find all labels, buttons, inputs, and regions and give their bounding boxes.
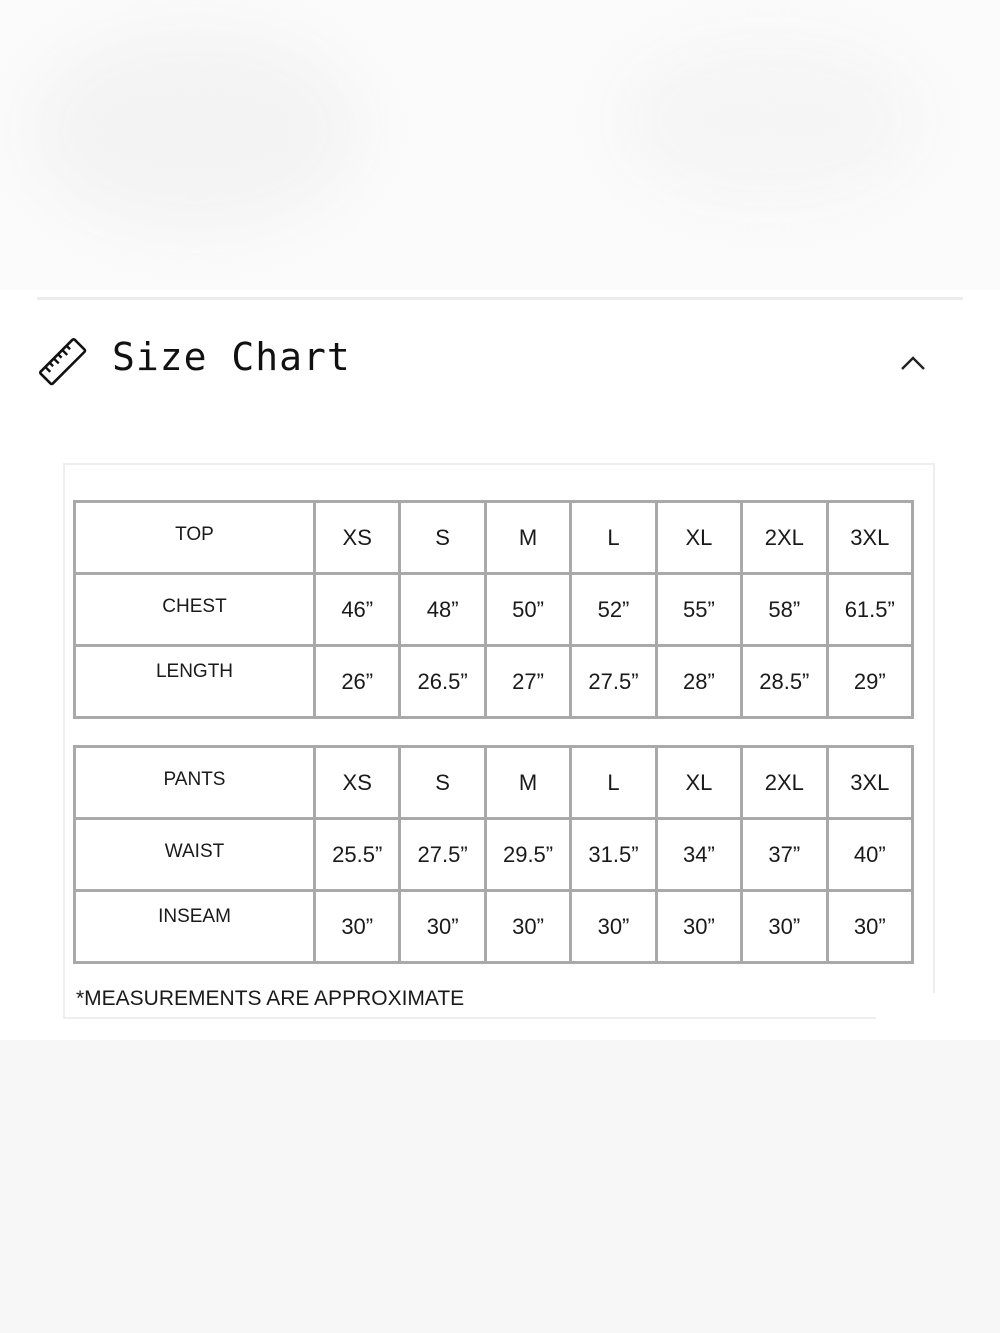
blurred-background-bottom xyxy=(0,1040,1000,1333)
size-chart-accordion-header[interactable] xyxy=(37,328,963,398)
ruler-icon xyxy=(37,336,89,388)
row-label: INSEAM xyxy=(75,891,315,963)
table-cell: 31.5” xyxy=(571,819,656,891)
table-cell: 27” xyxy=(485,646,570,718)
row-label: CHEST xyxy=(75,574,315,646)
section-divider xyxy=(37,297,963,300)
table-cell: 50” xyxy=(485,574,570,646)
row-label: LENGTH xyxy=(75,646,315,718)
table-cell: 27.5” xyxy=(400,819,485,891)
size-header-cell: 3XL xyxy=(827,502,912,574)
size-header-cell: M xyxy=(485,502,570,574)
table-header-row xyxy=(75,502,913,574)
table-cell: 25.5” xyxy=(315,819,400,891)
size-header-cell: XL xyxy=(656,747,741,819)
table-cell: 28.5” xyxy=(742,646,827,718)
table-cell: 61.5” xyxy=(827,574,912,646)
size-header-cell: L xyxy=(571,502,656,574)
table-cell: 52” xyxy=(571,574,656,646)
row-label: WAIST xyxy=(75,819,315,891)
size-header-cell: 3XL xyxy=(827,747,912,819)
size-header-cell: S xyxy=(400,747,485,819)
table-header-label: TOP xyxy=(75,502,315,574)
table-cell: 29.5” xyxy=(485,819,570,891)
table-cell: 30” xyxy=(742,891,827,963)
size-header-cell: L xyxy=(571,747,656,819)
size-header-cell: S xyxy=(400,502,485,574)
table-cell: 48” xyxy=(400,574,485,646)
table-cell: 30” xyxy=(656,891,741,963)
table-header-row xyxy=(75,747,913,819)
table-cell: 30” xyxy=(315,891,400,963)
blurred-background-top xyxy=(0,0,1000,290)
table-cell: 30” xyxy=(485,891,570,963)
size-header-cell: M xyxy=(485,747,570,819)
size-chart-section xyxy=(0,290,1000,1040)
size-header-cell: XL xyxy=(656,502,741,574)
table-cell: 40” xyxy=(827,819,912,891)
measurement-note: *MEASUREMENTS ARE APPROXIMATE xyxy=(76,987,465,1010)
table-cell: 58” xyxy=(742,574,827,646)
table-header-label: PANTS xyxy=(75,747,315,819)
size-header-cell: 2XL xyxy=(742,502,827,574)
table-cell: 55” xyxy=(656,574,741,646)
size-header-cell: XS xyxy=(315,747,400,819)
table-cell: 29” xyxy=(827,646,912,718)
table-cell: 27.5” xyxy=(571,646,656,718)
table-cell: 30” xyxy=(827,891,912,963)
table-cell: 37” xyxy=(742,819,827,891)
table-cell: 30” xyxy=(571,891,656,963)
table-cell: 26.5” xyxy=(400,646,485,718)
table-row xyxy=(75,891,913,963)
table-row xyxy=(75,646,913,718)
table-cell: 30” xyxy=(400,891,485,963)
top-size-table xyxy=(73,500,914,719)
table-cell: 26” xyxy=(315,646,400,718)
size-header-cell: XS xyxy=(315,502,400,574)
table-cell: 28” xyxy=(656,646,741,718)
pants-size-table xyxy=(73,745,914,964)
table-cell: 34” xyxy=(656,819,741,891)
chevron-up-icon[interactable] xyxy=(899,354,927,372)
table-row xyxy=(75,819,913,891)
section-title: Size Chart xyxy=(112,335,351,379)
size-header-cell: 2XL xyxy=(742,747,827,819)
table-cell: 46” xyxy=(315,574,400,646)
table-row xyxy=(75,574,913,646)
